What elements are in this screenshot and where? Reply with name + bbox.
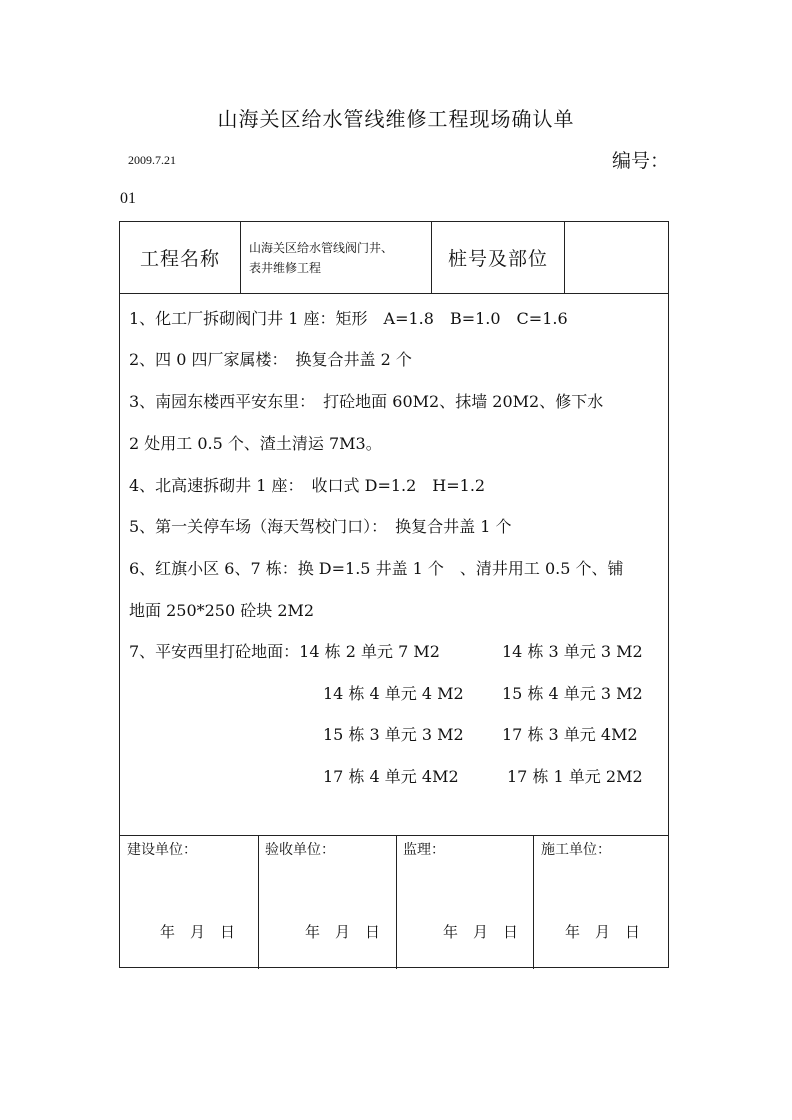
item7-row2-left: 14 栋 4 单元 4 M2: [323, 684, 464, 703]
number-label: 编号：: [612, 150, 670, 172]
item7-row4-right: 17 栋 1 单元 2M2: [507, 767, 643, 786]
signature-contractor-label: 施工单位：: [541, 842, 611, 858]
work-item-5: 5、第一关停车场（海天驾校门口）： 换复合井盖 1 个: [129, 517, 512, 536]
item7-row1-right: 14 栋 3 单元 3 M2: [502, 642, 643, 661]
item7-row4-left: 17 栋 4 单元 4M2: [323, 767, 459, 786]
signature-acceptance-unit-date: 年 月 日: [305, 923, 381, 941]
number-value: 01: [120, 190, 136, 207]
project-name-value-cell: [241, 222, 431, 293]
signature-supervision-label: 监理：: [403, 842, 445, 858]
work-item-3-cont: 2 处用工 0.5 个、渣土清运 7M3。: [129, 434, 382, 453]
location-label-cell: [432, 222, 564, 293]
work-item-4: 4、北高速拆砌井 1 座： 收口式 D=1.2 H=1.2: [129, 476, 486, 495]
signature-construction-unit-date: 年 月 日: [160, 923, 236, 941]
document-date: 2009.7.21: [128, 153, 176, 167]
item7-row2-right: 15 栋 4 单元 3 M2: [502, 684, 643, 703]
item7-row3-right: 17 栋 3 单元 4M2: [502, 725, 638, 744]
project-name-label: 工程名称: [139, 248, 220, 270]
project-name-value-line1: 山海关区给水管线阀门井、: [249, 240, 394, 255]
work-item-7: 7、平安西里打砼地面：14 栋 2 单元 7 M2: [129, 642, 440, 661]
confirmation-form-table: [119, 221, 669, 968]
signature-supervision-date: 年 月 日: [443, 923, 519, 941]
signature-acceptance-unit-label: 验收单位：: [265, 842, 335, 858]
work-item-6: 6、红旗小区 6、7 栋：换 D=1.5 井盖 1 个 、清井用工 0.5 个、铺: [129, 559, 624, 578]
signature-construction-unit-label: 建设单位：: [127, 842, 197, 858]
location-value-cell: [565, 222, 668, 293]
item7-row3-left: 15 栋 3 单元 3 M2: [323, 725, 464, 744]
work-item-6-cont: 地面 250*250 砼块 2M2: [129, 601, 315, 620]
work-item-3: 3、南园东楼西平安东里： 打砼地面 60M2、抹墙 20M2、修下水: [129, 392, 604, 411]
work-item-2: 2、四 0 四厂家属楼： 换复合井盖 2 个: [129, 350, 412, 369]
signature-contractor-date: 年 月 日: [565, 923, 641, 941]
document-title: 山海关区给水管线维修工程现场确认单: [217, 107, 575, 131]
work-item-1: 1、化工厂拆砌阀门井 1 座：矩形 A=1.8 B=1.0 C=1.6: [129, 309, 568, 328]
project-name-label-cell: [120, 222, 240, 293]
project-name-value-line2: 表井维修工程: [249, 260, 322, 275]
location-label: 桩号及部位: [447, 248, 548, 270]
